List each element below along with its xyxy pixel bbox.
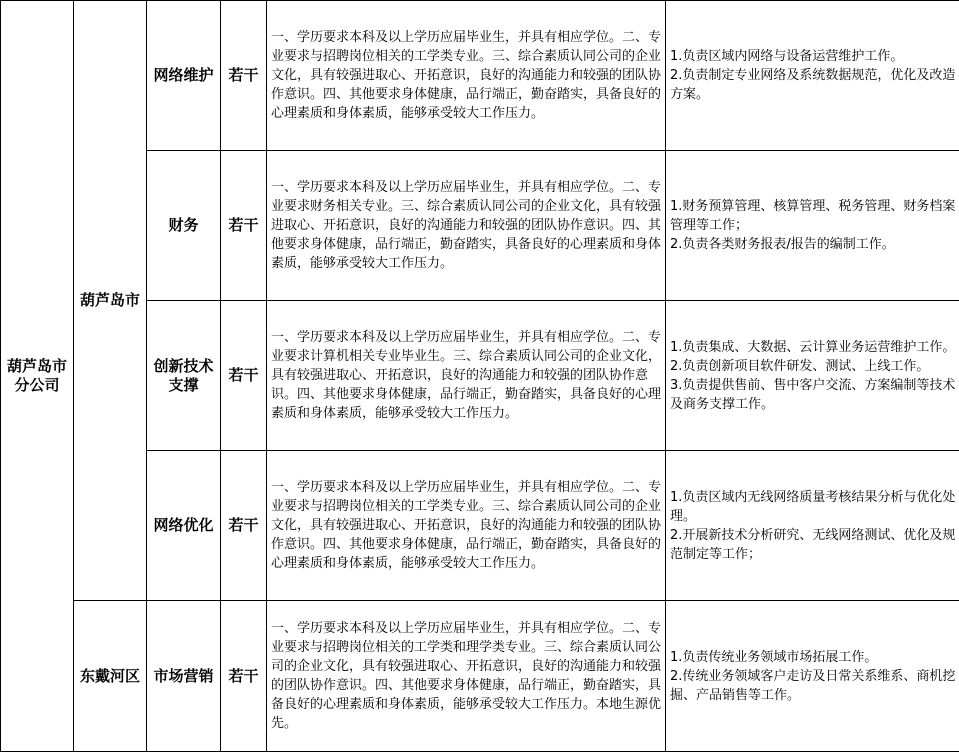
duty-item: 1.负责区域内无线网络质量考核结果分析与优化处理。	[670, 488, 956, 526]
duties-cell	[666, 151, 959, 301]
requirements-cell: 一、学历要求本科及以上学历应届毕业生，并具有相应学位。二、专业要求计算机相关专业毕业生。三、综合素质认同公司的企业文化，具有较强进取心、开拓意识，良好的沟通能力和较强的团队协作意识。四、其他要求身体健康，品行端正，勤奋踏实，具备良好的心理素质和身体素质，能够承受较大工作压力。	[267, 301, 666, 451]
duty-item: 1.负责集成、大数据、云计算业务运营维护工作。	[670, 338, 956, 357]
duty-item: 2.负责创新项目软件研发、测试、上线工作。	[670, 357, 956, 376]
area-cell: 葫芦岛市	[74, 1, 147, 601]
position-cell: 网络维护	[147, 1, 221, 151]
duty-item: 1.负责区域内网络与设备运营维护工作。	[670, 47, 956, 66]
count-cell: 若干	[221, 601, 267, 752]
count-cell: 若干	[221, 451, 267, 601]
duties-cell	[666, 301, 959, 451]
position-cell: 财务	[147, 151, 221, 301]
table-row	[1, 601, 959, 752]
duties-cell	[666, 1, 959, 151]
count-cell: 若干	[221, 301, 267, 451]
area-cell: 东戴河区	[74, 601, 147, 752]
position-cell: 网络优化	[147, 451, 221, 601]
count-cell: 若干	[221, 151, 267, 301]
requirements-cell: 一、学历要求本科及以上学历应届毕业生，并具有相应学位。二、专业要求与招聘岗位相关的工学类专业。三、综合素质认同公司的企业文化，具有较强进取心、开拓意识，良好的沟通能力和较强的团队协作意识。四、其他要求身体健康，品行端正，勤奋踏实，具备良好的心理素质和身体素质，能够承受较大工作压力。	[267, 451, 666, 601]
duty-item: 1.负责传统业务领域市场拓展工作。	[670, 648, 956, 667]
duty-item: 2.负责各类财务报表/报告的编制工作。	[670, 235, 956, 254]
duty-item: 1.财务预算管理、核算管理、税务管理、财务档案管理等工作；	[670, 197, 956, 235]
duty-item: 3.负责提供售前、售中客户交流、方案编制等技术及商务支撑工作。	[670, 376, 956, 414]
duty-item: 2.负责制定专业网络及系统数据规范，优化及改造方案。	[670, 66, 956, 104]
company-cell: 葫芦岛市分公司	[1, 1, 74, 752]
duty-item: 2.开展新技术分析研究、无线网络测试、优化及规范制定等工作；	[670, 526, 956, 564]
requirements-cell: 一、学历要求本科及以上学历应届毕业生，并具有相应学位。二、专业要求财务相关专业。三、综合素质认同公司的企业文化，具有较强进取心、开拓意识，良好的沟通能力和较强的团队协作意识。四、其他要求身体健康，品行端正，勤奋踏实，具备良好的心理素质和身体素质，能够承受较大工作压力。	[267, 151, 666, 301]
position-cell: 市场营销	[147, 601, 221, 752]
table-row	[1, 1, 959, 151]
position-cell: 创新技术支撑	[147, 301, 221, 451]
requirements-cell: 一、学历要求本科及以上学历应届毕业生，并具有相应学位。二、专业要求与招聘岗位相关的工学类和理学类专业。三、综合素质认同公司的企业文化，具有较强进取心、开拓意识，良好的沟通能力和较强的团队协作意识。四、其他要求身体健康，品行端正，勤奋踏实，具备良好的心理素质和身体素质，能够承受较大工作压力。本地生源优先。	[267, 601, 666, 752]
count-cell: 若干	[221, 1, 267, 151]
requirements-cell: 一、学历要求本科及以上学历应届毕业生，并具有相应学位。二、专业要求与招聘岗位相关的工学类专业。三、综合素质认同公司的企业文化，具有较强进取心、开拓意识，良好的沟通能力和较强的团队协作意识。四、其他要求身体健康，品行端正，勤奋踏实，具备良好的心理素质和身体素质，能够承受较大工作压力。	[267, 1, 666, 151]
duty-item: 2.传统业务领域客户走访及日常关系维系、商机挖掘、产品销售等工作。	[670, 667, 956, 705]
duties-cell	[666, 601, 959, 752]
duties-cell	[666, 451, 959, 601]
